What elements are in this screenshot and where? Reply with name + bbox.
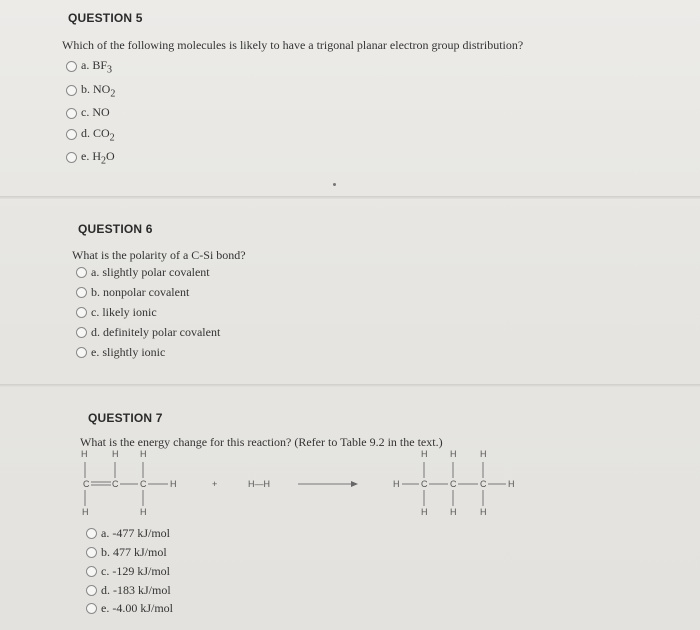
option-label: c. NO [81,105,110,119]
option-label: d. -183 kJ/mol [101,583,171,597]
option-label: a. slightly polar covalent [91,265,210,279]
q6-option-e[interactable] [76,345,165,360]
atom-h: H [508,479,515,489]
atom-h: H [450,507,457,517]
question-7-title: QUESTION 7 [88,411,163,425]
hydrogen-molecule: H—H [248,479,270,489]
radio-button[interactable] [76,307,87,318]
radio-button[interactable] [86,528,97,539]
radio-button[interactable] [76,347,87,358]
atom-h: H [140,449,147,459]
atom-h: H [421,449,428,459]
option-label: b. nonpolar covalent [91,285,190,299]
q6-option-c[interactable] [76,305,157,320]
atom-h: H [393,479,400,489]
option-label: e. -4.00 kJ/mol [101,601,173,615]
option-label: c. likely ionic [91,305,157,319]
option-label: c. -129 kJ/mol [101,564,170,578]
q5-option-c[interactable] [66,105,110,122]
q5-option-b[interactable] [66,82,115,99]
option-label: d. definitely polar covalent [91,325,221,339]
option-label: b. 477 kJ/mol [101,545,167,559]
radio-button[interactable] [86,603,97,614]
q7-option-a[interactable] [86,526,170,541]
q7-option-b[interactable] [86,545,167,560]
q5-option-a[interactable] [66,58,112,75]
radio-button[interactable] [86,566,97,577]
plus-sign: + [212,479,218,489]
atom-h: H [82,507,89,517]
atom-c: C [112,479,119,489]
atom-c: C [83,479,90,489]
radio-button[interactable] [66,108,77,119]
option-label: a. -477 kJ/mol [101,526,170,540]
atom-h: H [450,449,457,459]
dust-speck [333,183,336,186]
atom-h: H [170,479,177,489]
q5-option-d[interactable] [66,126,115,143]
q7-option-d[interactable] [86,583,171,598]
atom-h: H [81,449,88,459]
atom-c: C [421,479,428,489]
q6-option-b[interactable] [76,285,189,300]
option-label: e. $H_2O$ [81,149,115,167]
radio-button[interactable] [76,287,87,298]
q7-option-c[interactable] [86,564,170,579]
radio-button[interactable] [66,129,77,140]
atom-c: C [450,479,457,489]
atom-h: H [421,507,428,517]
question-6-title: QUESTION 6 [78,222,153,236]
section-divider [0,384,700,387]
atom-h: H [112,449,119,459]
radio-button[interactable] [76,267,87,278]
question-7-text: What is the energy change for this reaction? (Refer to Table 9.2 in the text.) [80,435,443,449]
atom-h: H [480,507,487,517]
option-label: d. $CO_2$ [81,126,115,144]
radio-button[interactable] [66,61,77,72]
atom-c: C [140,479,147,489]
atom-c: C [480,479,487,489]
radio-button[interactable] [86,585,97,596]
radio-button[interactable] [66,152,77,163]
question-6-text: What is the polarity of a C-Si bond? [72,248,246,262]
arrow-head [351,481,358,487]
q6-option-d[interactable] [76,325,220,340]
radio-button[interactable] [76,327,87,338]
q6-option-a[interactable] [76,265,210,280]
option-label: a. $BF_3$ [81,58,113,76]
q5-option-e[interactable] [66,149,115,166]
section-divider [0,196,700,199]
question-5-title: QUESTION 5 [68,11,143,25]
atom-h: H [480,449,487,459]
q7-option-e[interactable] [86,601,173,616]
radio-button[interactable] [86,547,97,558]
option-label: e. slightly ionic [91,345,166,359]
question-5-text: Which of the following molecules is likely to have a trigonal planar electron group distribution? [62,38,524,52]
radio-button[interactable] [66,85,77,96]
option-label: b. $NO_2$ [81,82,116,100]
atom-h: H [140,507,147,517]
